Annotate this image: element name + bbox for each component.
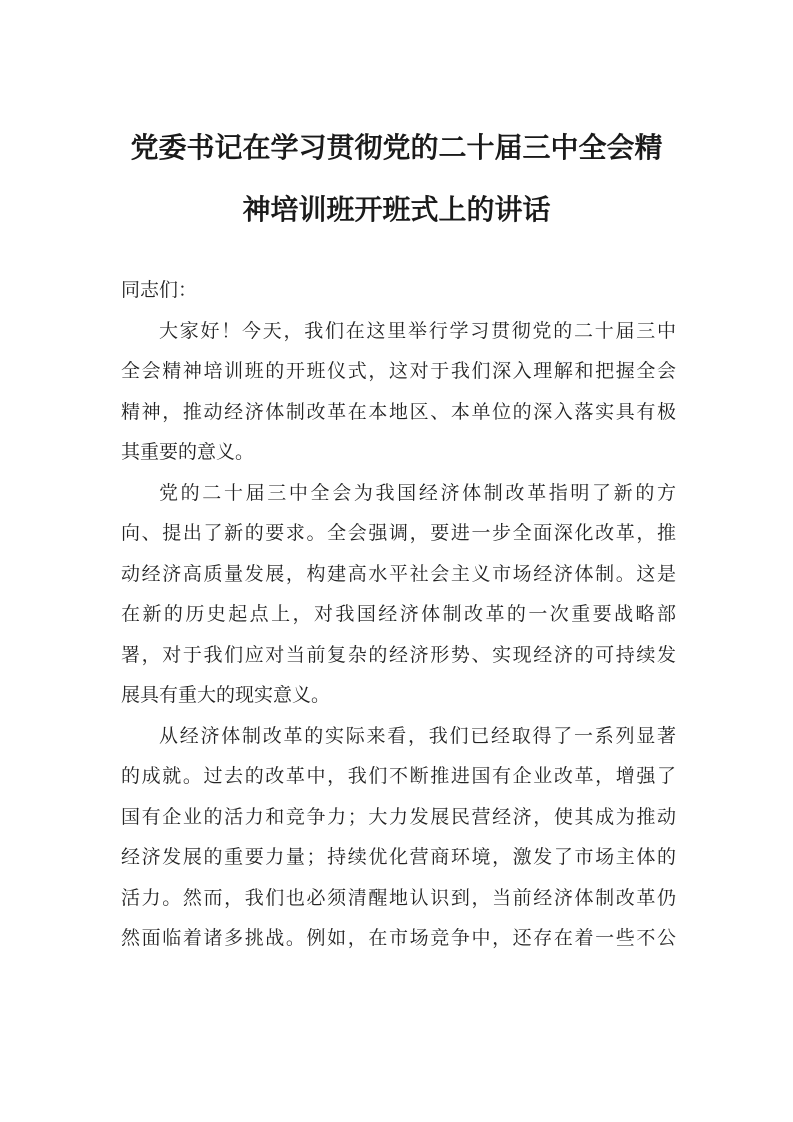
document-title-line-2: 神培训班开班式上的讲话 (242, 193, 551, 226)
paragraph-line: 党的二十届三中全会为我国经济体制改革指明了新的方 (159, 481, 676, 504)
paragraph-line: 在新的历史起点上，对我国经济体制改革的一次重要战略部 (121, 603, 676, 625)
paragraph-line: 向、提出了新的要求。全会强调，要进一步全面深化改革，推 (121, 522, 676, 544)
paragraph-line: 经济发展的重要力量；持续优化营商环境，激发了市场主体的 (121, 846, 676, 868)
paragraph-line: 然面临着诸多挑战。例如，在市场竞争中，还存在着一些不公 (121, 927, 676, 949)
paragraph-line: 国有企业的活力和竞争力；大力发展民营经济，使其成为推动 (121, 805, 676, 828)
paragraph-line: 署，对于我们应对当前复杂的经济形势、实现经济的可持续发 (121, 643, 676, 666)
paragraph-line: 全会精神培训班的开班仪式，这对于我们深入理解和把握全会 (121, 360, 676, 382)
document-title-line-1: 党委书记在学习贯彻党的二十届三中全会精 (130, 131, 663, 164)
paragraph-3 (121, 716, 676, 959)
paragraph-line: 从经济体制改革的实际来看，我们已经取得了一系列显著 (159, 724, 676, 747)
salutation: 同志们： (121, 279, 198, 301)
paragraph-line: 其重要的意义。 (121, 441, 255, 463)
paragraph-line: 精神，推动经济体制改革在本地区、本单位的深入落实具有极 (121, 400, 676, 423)
paragraph-line: 大家好！今天，我们在这里举行学习贯彻党的二十届三中 (159, 319, 676, 342)
paragraph-1 (121, 311, 676, 473)
paragraph-line: 动经济高质量发展，构建高水平社会主义市场经济体制。这是 (121, 562, 676, 585)
paragraph-line: 活力。然而，我们也必须清醒地认识到，当前经济体制改革仍 (121, 886, 676, 909)
paragraph-line: 展具有重大的现实意义。 (121, 684, 331, 706)
document-body (121, 270, 676, 959)
paragraph-line: 的成就。过去的改革中，我们不断推进国有企业改革，增强了 (121, 765, 676, 787)
paragraph-2 (121, 473, 676, 716)
